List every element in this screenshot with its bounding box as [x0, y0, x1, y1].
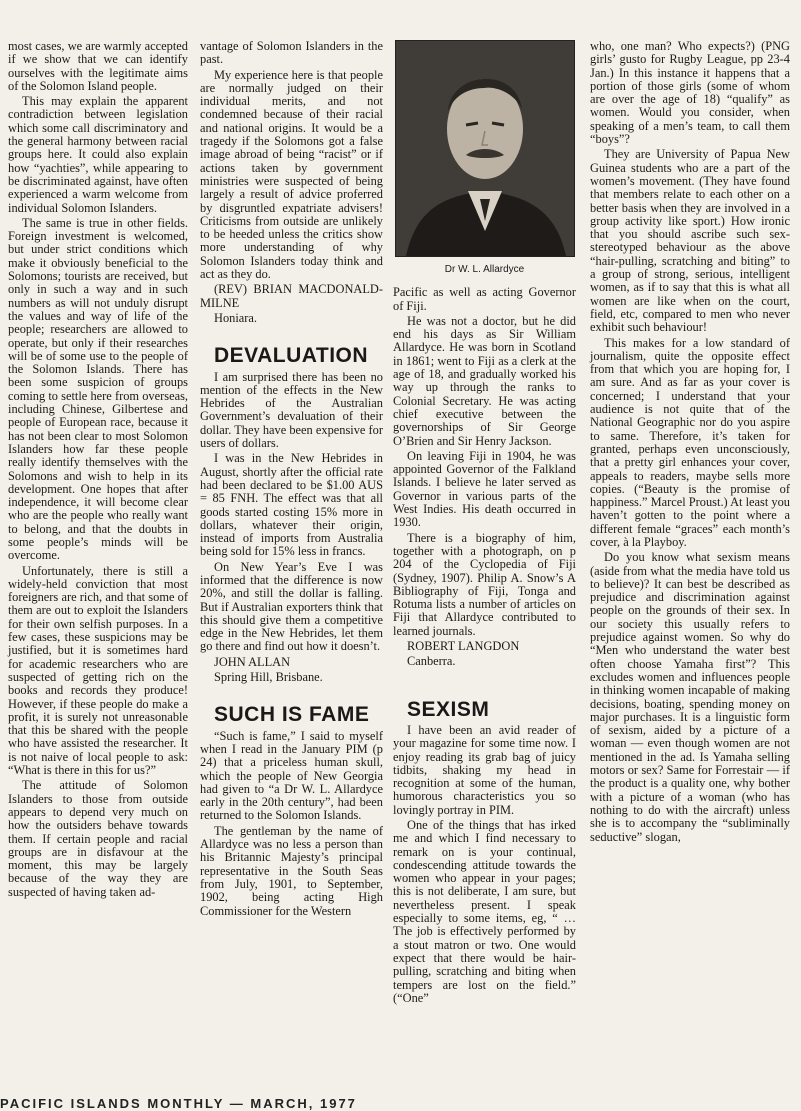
- letter-signature: (REV) BRIAN MACDONALD-MILNE: [200, 282, 383, 310]
- portrait-photo: [395, 40, 575, 257]
- paragraph: The gentleman by the name of Allardyce was no less a person than his Britannic Majesty’s principal representative in the South Seas from July, 1901, to September, 1902, being acting High Commissioner for the Western: [200, 823, 383, 918]
- paragraph: On New Year’s Eve I was informed that the difference is now 20%, and still the dollar is falling. But if Australian exporters think that this should give them a competitive edge in the New Hebrides, let them go there and find out how it doesn’t.: [200, 559, 383, 654]
- column-3: [393, 40, 576, 1007]
- paragraph: Do you know what sexism means (aside from what the media have told us to believe)? It can best be described as prejudice and discrimination against people on the grounds of their sex. In our society this usually refers to prejudice against women. So why do “Men who understand the water best often choose Yamaha first”? This excludes women and influences people in thinking women incapable of making decisions, boating, spending money on major purchases. It is a linguistic form of sexism, aided by a picture of a woman — even though women are not mentioned in the ad. Is Yamaha selling motors or sex? Same for Forrestair — if the product is a quality one, why bother with a picture of a woman (who has nothing to do with the aircraft) unless she is to accompany the “subliminally seductive” slogan,: [590, 550, 790, 844]
- section-heading-devaluation: DEVALUATION: [214, 344, 369, 368]
- paragraph: I have been an avid reader of your magazine for some time now. I enjoy reading its grab bag of juicy tidbits, shaking my head in recognition at some of the human, humorous characteristics you so lovingly portray in PIM.: [393, 722, 576, 817]
- paragraph: “Such is fame,” I said to myself when I read in the January PIM (p 24) that a priceless human skull, which the people of New Georgia had given to “a Dr W. L. Allardyce early in the 20th century”, had been returned to the Solomon Islands.: [200, 728, 383, 823]
- paragraph: My experience here is that people are normally judged on their individual merits, and not condemned because of their racial and national origins. It would be a tragedy if the Solomons got a false image abroad of being “racist” or if actions taken by government ministries were suspected of being largely a result of advice proferred by disgruntled expatriate advisers! Criticisms from outside are unlikely to be heeded unless the critics show more understanding of why Solomon Islanders today think and act as they do.: [200, 67, 383, 282]
- letter-signature: ROBERT LANGDON: [407, 639, 520, 654]
- paragraph: I was in the New Hebrides in August, shortly after the official rate had been declared to be $1.00 AUS = 85 FNH. The effect was that all goods started costing 15% more in dollars, whatever their origin, instead of imports from Australia being sold for 15% less in francs.: [200, 451, 383, 559]
- paragraph: Pacific as well as acting Governor of Fiji.: [393, 285, 576, 313]
- paragraph: He was not a doctor, but he did end his days as Sir William Allardyce. He was born in Scotland in 1861; went to Fiji as a clerk at the age of 18, and gradually worked his way up through the ranks to Colonial Secretary. He was acting chief executive between the governorships of Sir George O’Brien and Sir Henry Jackson.: [393, 313, 576, 448]
- paragraph: The same is true in other fields. Foreign investment is welcomed, but under strict conditions which make it obviously beneficial to the Solomons; tourists are received, but only in such a way and in such numbers as will not unduly disrupt the values and way of life of the people; researchers are allowed to operate, but only if their researches will be of some use to the people of the Solomon Islands. There has been some suspicion of groups coming to settle here from overseas, including Chinese, Gilbertese and people of European race, because it has not been clear to most Solomon Islanders how far these people really identify themselves with the Solomons and wish to help in its development. One hopes that after independence, it will become clear who are the people who really want to belong, and that the doubts in some people’s minds will be overcome.: [8, 215, 188, 563]
- paragraph: They are University of Papua New Guinea students who are a part of the women’s movement. (They have found that members relate to each other on a better basis when they are involved in a group activity like sport.) How ironic that you should ascribe such sex-stereotyped behaviour as the above “hair-pulling, scratching and biting” to a group of strong, serious, intelligent women, as if to say that this is what all women are like when on the court, field, etc, compared to men who never exhibit such behaviour!: [590, 147, 790, 335]
- portrait-image: [396, 41, 574, 256]
- paragraph: There is a biography of him, together with a photograph, on p 204 of the Cyclopedia of Fiji (Sydney, 1907). Philip A. Snow’s A Bibliography of Fiji, Tonga and Rotuma lists a number of articles on Fiji that Allardyce contributed to learned journals.: [393, 530, 576, 638]
- paragraph: This may explain the apparent contradiction between legislation which some call discriminatory and the general harmony between racial groups here. It could also explain how “yachties”, while appearing to be discriminated against, have often experienced a warm welcome from individual Solomon Islanders.: [8, 94, 188, 215]
- letter-signature: JOHN ALLAN: [214, 654, 291, 669]
- paragraph: Unfortunately, there is still a widely-held conviction that most foreigners are rich, and that some of them are out to exploit the Islanders for their own selfish purposes. In a few cases, these suspicions may be justified, but it is sometimes hard for academic researchers who are suspected of getting rich on the books and records they produce! However, if these people do make a profit, it is surely not unreasonable that this be shared with the people who have assisted the researcher. It is not naive of local people to ask: “What is there in this for us?”: [8, 563, 188, 778]
- letter-location: Canberra.: [407, 654, 456, 669]
- page-footer: PACIFIC ISLANDS MONTHLY — MARCH, 1977: [0, 1096, 357, 1111]
- section-heading-sexism: SEXISM: [407, 697, 490, 721]
- paragraph: who, one man? Who expects?) (PNG girls’ gusto for Rugby League, pp 23-4 Jan.) In this instance it happens that a portion of those girls (some of whom are over the age of 18) “qualify” as women. Would you consider, when speaking of a men’s team, to call them “boys”?: [590, 39, 790, 147]
- letter-location: Spring Hill, Brisbane.: [214, 670, 323, 685]
- section-heading-such-is-fame: SUCH IS FAME: [214, 703, 370, 727]
- column-1: [8, 40, 188, 901]
- paragraph: This makes for a low standard of journalism, quite the opposite effect from that which you are hoping for, I am sure. And as far as your cover is concerned; I understand that your audience is not quite that of the National Geographic nor do you aspire to same. Therefore, it’s taken for granted, perhaps even unconsciously, that a pretty girl enhances your cover, appeals to readers, maybe sells more copies. (“Beauty is the promise of happiness.” Marcel Proust.) At least you haven’t gotten to the point where a different female “graces” each month’s cover, à la Playboy.: [590, 335, 790, 549]
- paragraph: vantage of Solomon Islanders in the past.: [200, 39, 383, 67]
- paragraph: most cases, we are warmly accepted if we show that we can identify ourselves with the legitimate aims of the Solomon Island people.: [8, 39, 188, 93]
- paragraph: The attitude of Solomon Islanders to those from outside appears to depend very much on how the outsiders behave towards them. If certain people and racial groups are in disfavour at the moment, this may be largely because of the way they are suspected of having taken ad-: [8, 778, 188, 899]
- column-2: [200, 40, 383, 920]
- paragraph: On leaving Fiji in 1904, he was appointed Governor of the Falkland Islands. I believe he later served as Governor in various parts of the West Indies. His death occurred in 1930.: [393, 448, 576, 530]
- photo-caption: Dr W. L. Allardyce: [444, 264, 525, 275]
- paragraph: I am surprised there has been no mention of the effects in the New Hebrides of the Australian Government’s devaluation of their dollar. They have been expensive for users of dollars.: [200, 369, 383, 451]
- letter-location: Honiara.: [214, 310, 258, 325]
- paragraph: One of the things that has irked me and which I find necessary to remark on is your continual, condescending attitude towards the women who appear in your pages; this is not deliberate, I am sure, but nevertheless present. I speak especially to some items, eg, “ … The job is effectively performed by a stout matron or two. One would expect that there would be hair-pulling, scratching and biting when tempers are lost on the field.” (“One”: [393, 817, 576, 1005]
- column-4: [590, 40, 790, 846]
